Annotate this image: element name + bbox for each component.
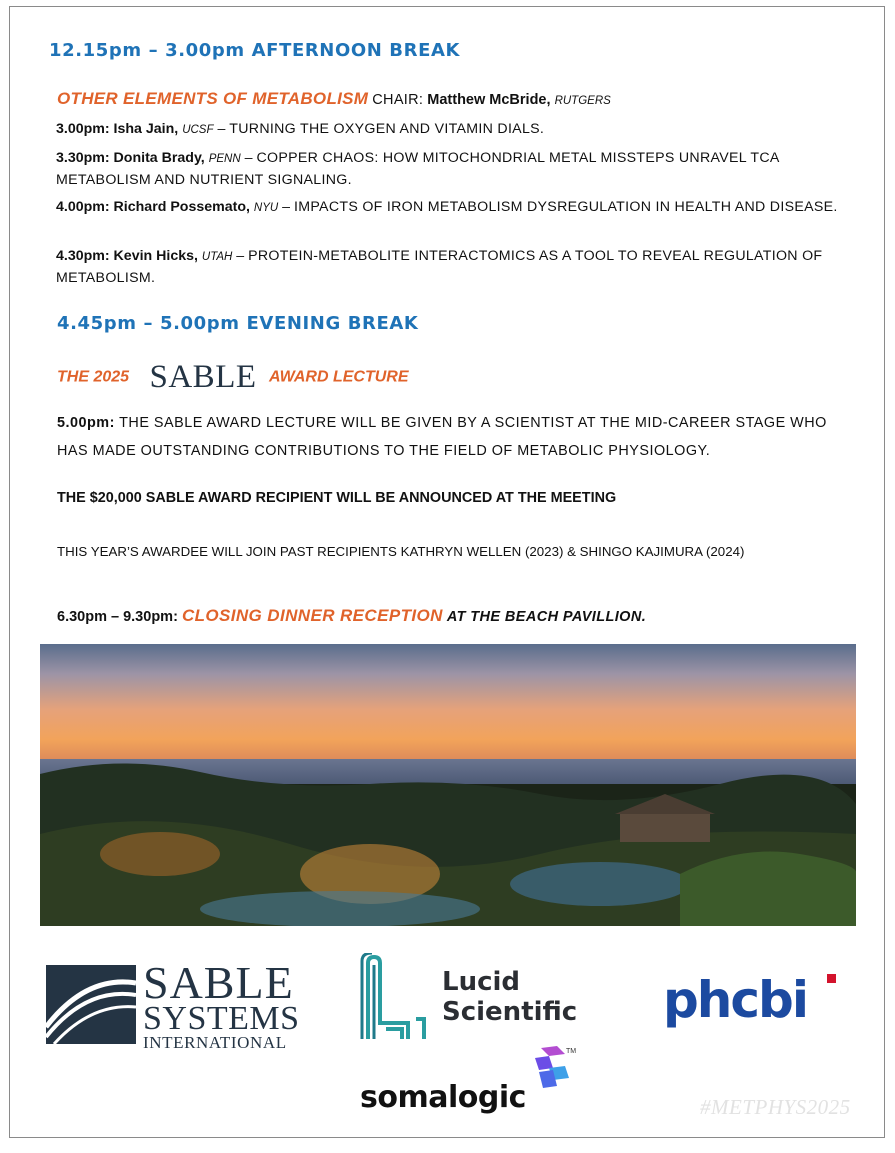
- award-announcement: THE $20,000 SABLE AWARD RECIPIENT WILL BE ANNOUNCED AT THE MEETING: [57, 490, 617, 506]
- award-description-text: THE SABLE AWARD LECTURE WILL BE GIVEN BY A SCIENTIST AT THE MID-CAREER STAGE WHO HAS MADE OUTSTANDING CONTRIBUTIONS TO THE FIELD OF METABOLIC PHYSIOLOGY.: [57, 415, 827, 459]
- talk-separator: –: [240, 150, 257, 166]
- talk-institution: NYU: [253, 202, 279, 214]
- somalogic-logo-text: somalogic: [360, 1080, 526, 1115]
- award-time: 5.00pm:: [57, 415, 115, 431]
- lucid-logo-line2: Scientific: [442, 997, 578, 1027]
- talk-institution: UTAH: [201, 251, 233, 263]
- talk-separator: –: [278, 199, 294, 215]
- afternoon-break-heading: [49, 40, 460, 61]
- talk-item: [56, 148, 861, 191]
- past-recipients: THIS YEAR’S AWARDEE WILL JOIN PAST RECIPIENTS KATHRYN WELLEN (2023) & SHINGO KAJIMURA (2024): [57, 544, 745, 559]
- dinner-title: CLOSING DINNER RECEPTION: [181, 606, 443, 625]
- afternoon-break-time: 12.15pm – 3.00pm: [49, 40, 245, 61]
- talk-separator: –: [232, 248, 249, 264]
- dinner-location: AT THE BEACH PAVILLION.: [446, 609, 647, 625]
- sable-logo-line1: SABLE: [143, 957, 294, 1008]
- award-suffix: AWARD LECTURE: [268, 368, 409, 386]
- talk-item: [56, 119, 861, 141]
- talk-institution: UCSF: [182, 124, 214, 136]
- sable-systems-logo-mark: [46, 965, 136, 1044]
- talk-item: [56, 197, 861, 219]
- award-prefix: THE 2025: [57, 368, 130, 386]
- award-heading: [57, 359, 409, 396]
- evening-break-heading: [57, 313, 418, 334]
- talk-speaker: 3.00pm: Isha Jain,: [56, 121, 179, 137]
- sable-systems-logo: [143, 957, 300, 1052]
- evening-break-label: EVENING BREAK: [246, 313, 419, 334]
- dinner-line: [57, 606, 646, 626]
- talk-speaker: 4.00pm: Richard Possemato,: [56, 199, 250, 215]
- lucid-scientific-logo: [442, 967, 577, 1027]
- talk-item: [56, 246, 861, 289]
- lucid-logo-mark: [358, 953, 438, 1048]
- talk-title: IMPACTS OF IRON METABOLISM DYSREGULATION IN HEALTH AND DISEASE.: [293, 199, 838, 215]
- session-header: [57, 89, 611, 109]
- chair-institution: RUTGERS: [554, 95, 611, 107]
- talk-title: PROTEIN-METABOLITE INTERACTOMICS AS A TOOL TO REVEAL REGULATION OF METABOLISM.: [56, 248, 823, 286]
- talk-speaker: 3.30pm: Donita Brady,: [56, 150, 205, 166]
- hashtag-watermark: #METPHYS2025: [700, 1095, 851, 1119]
- talk-title: TURNING THE OXYGEN AND VITAMIN DIALS.: [229, 121, 545, 137]
- phcbi-logo: [663, 971, 807, 1029]
- lucid-logo-line1: Lucid: [442, 967, 521, 997]
- talk-institution: PENN: [208, 153, 241, 165]
- award-description: [57, 409, 862, 465]
- phcbi-logo-text: phcbi: [663, 971, 807, 1029]
- afternoon-break-label: AFTERNOON BREAK: [251, 40, 461, 61]
- talk-separator: –: [213, 121, 230, 137]
- chair-name: Matthew McBride,: [427, 92, 551, 108]
- session-title: OTHER ELEMENTS OF METABOLISM: [57, 89, 369, 108]
- phcbi-red-dot: [827, 974, 836, 983]
- sable-logo-text: SABLE: [149, 359, 257, 395]
- sable-logo-line2: SYSTEMS: [143, 1000, 300, 1037]
- beach-sunset-photo: [40, 644, 856, 926]
- sable-logo-line3: INTERNATIONAL: [143, 1033, 287, 1052]
- talk-title: COPPER CHAOS: HOW MITOCHONDRIAL METAL MISSTEPS UNRAVEL TCA METABOLISM AND NUTRIENT SIGNALING.: [56, 150, 779, 188]
- somalogic-tm: TM: [566, 1048, 577, 1055]
- dinner-time: 6.30pm – 9.30pm:: [57, 609, 178, 625]
- talk-speaker: 4.30pm: Kevin Hicks,: [56, 248, 198, 264]
- evening-break-time: 4.45pm – 5.00pm: [57, 313, 240, 334]
- chair-label: CHAIR:: [372, 92, 424, 108]
